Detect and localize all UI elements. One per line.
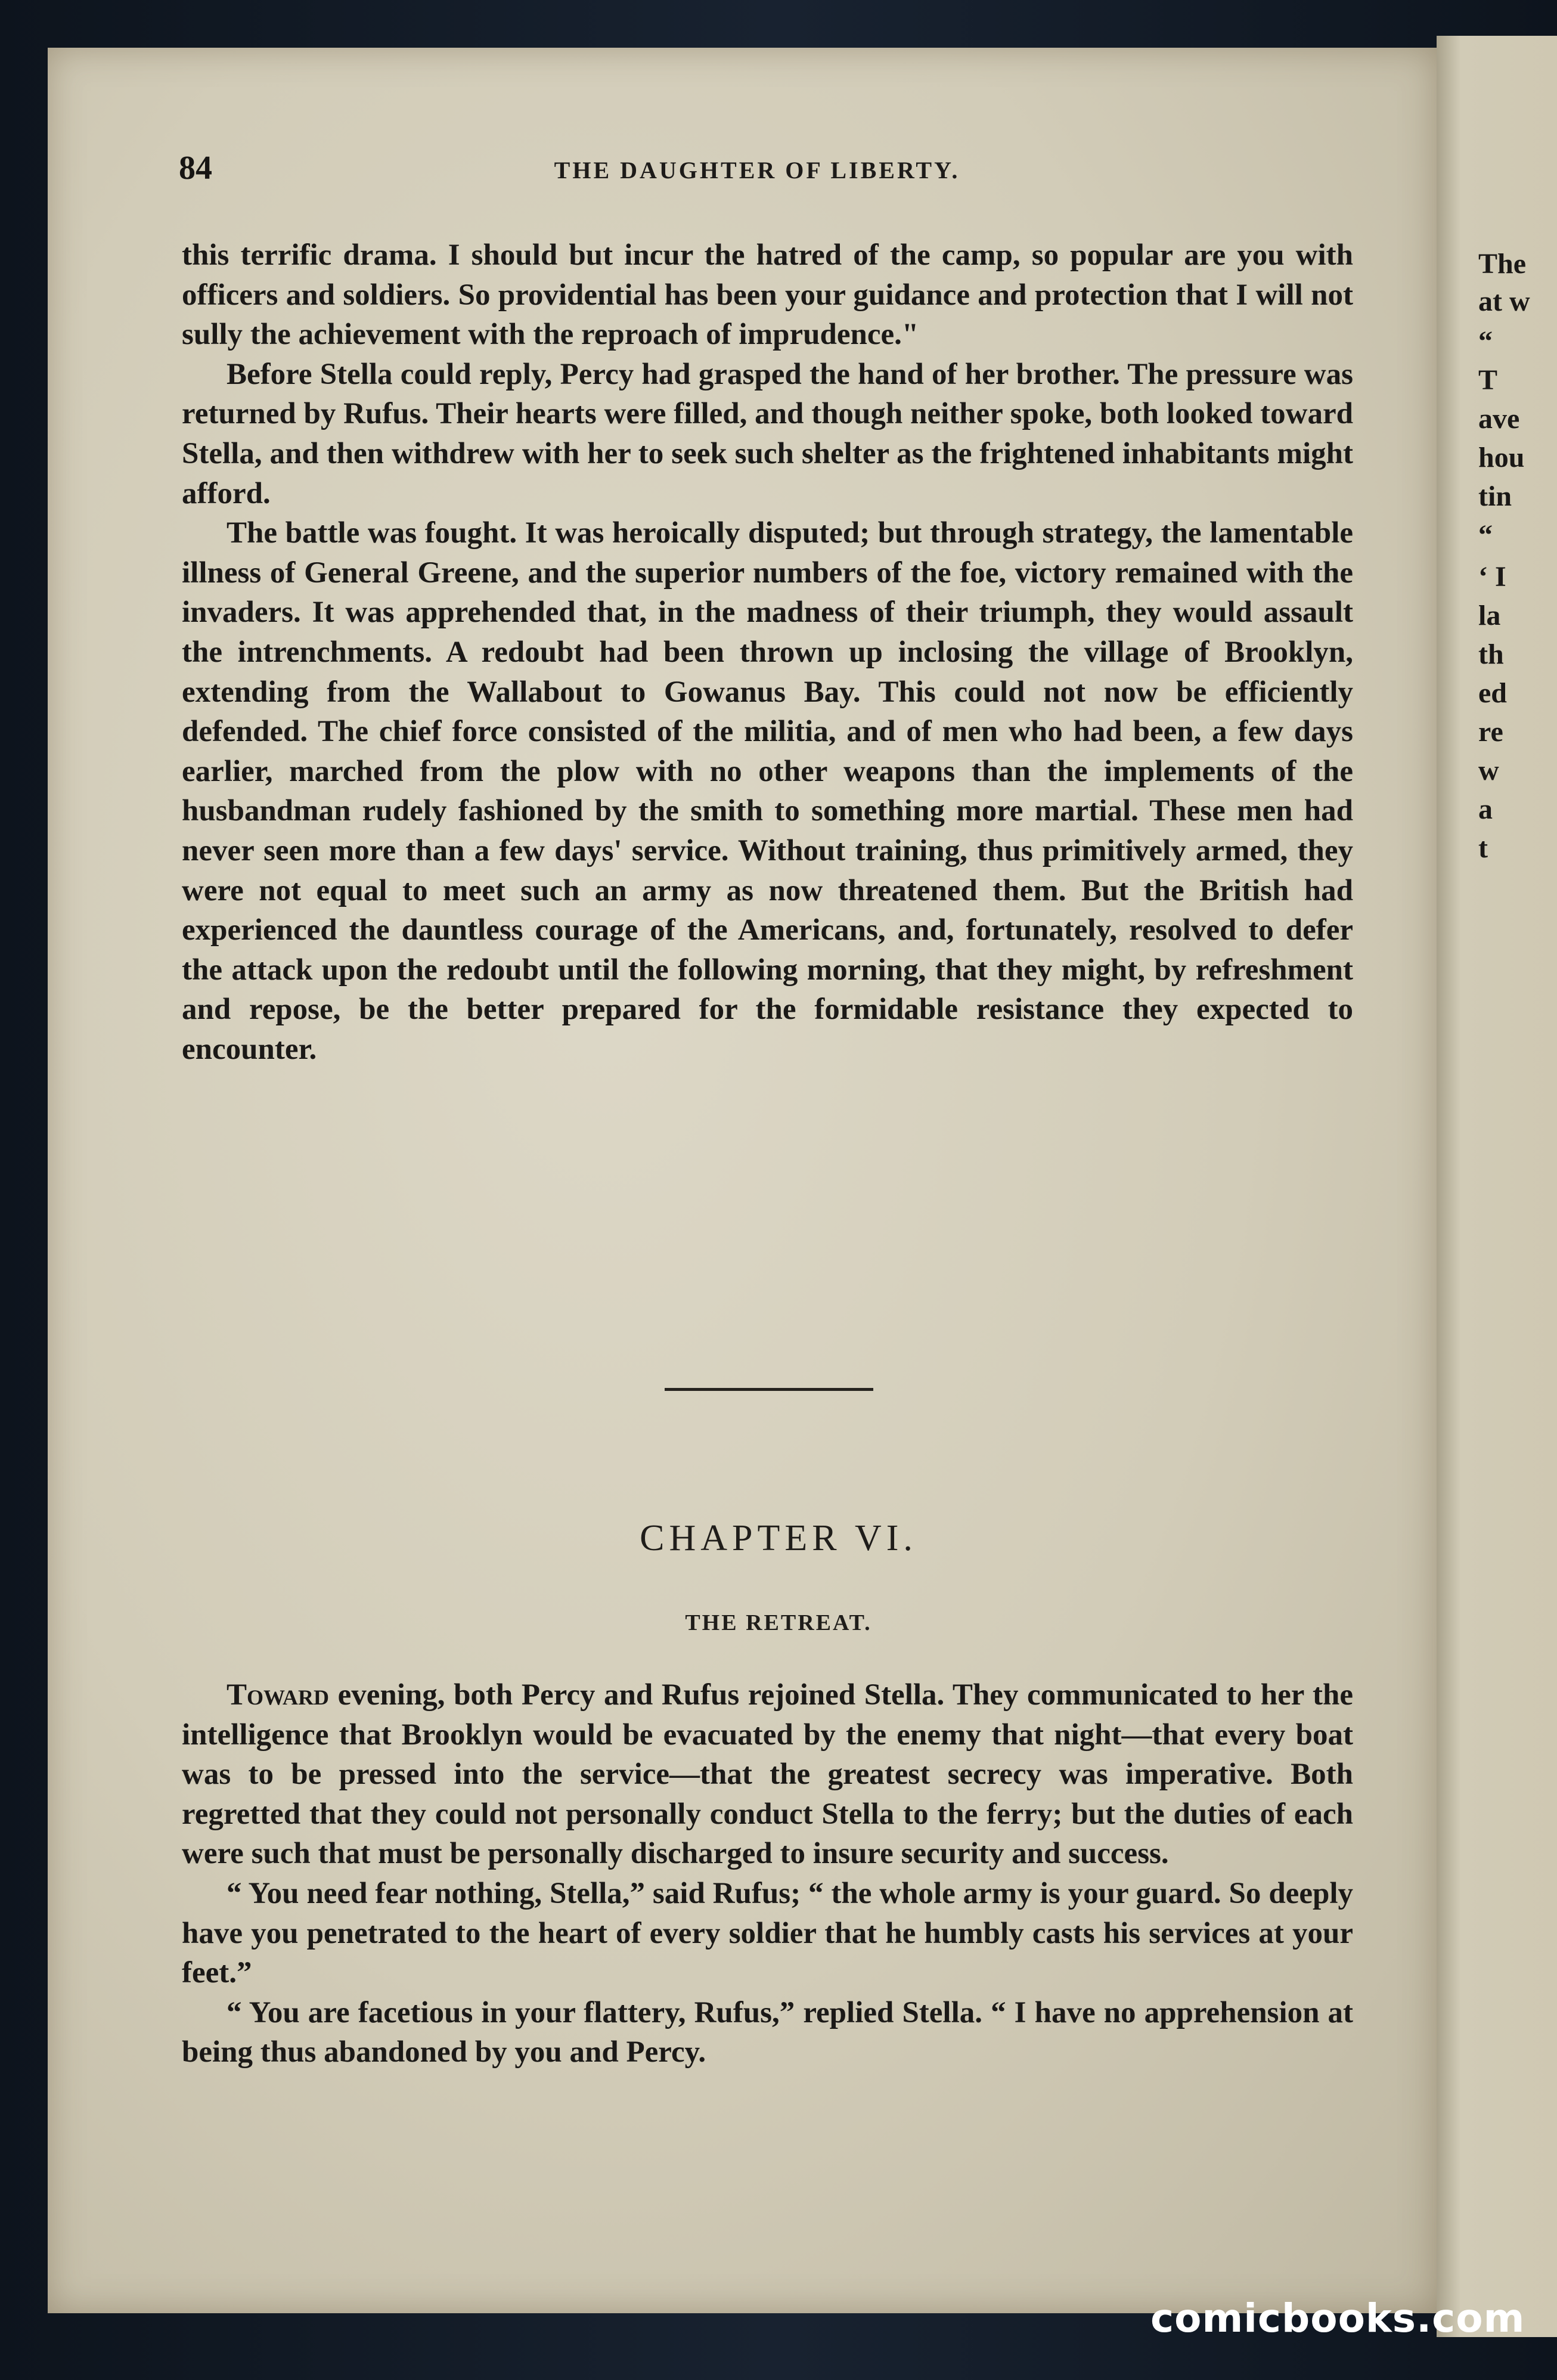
paragraph-text: evening, both Percy and Rufus rejoined Stella. They communicated to her the intelligence that Brooklyn would be evacuated by the enemy that night—that every boat was to be pressed into the service—that the greatest secrecy was imperative. Both regretted that they could not personally conduct Stella to the ferry; but the duties of each were such that must be personally discharged to insure security and success. (182, 1678, 1353, 1871)
text-block-top (182, 235, 1353, 1069)
facing-page-fragment: hou (1478, 442, 1525, 473)
section-divider (665, 1388, 873, 1391)
paragraph (182, 1675, 1353, 1874)
chapter-subtitle: THE RETREAT. (685, 1610, 872, 1635)
facing-page-fragment: re (1478, 716, 1503, 748)
page-header (179, 149, 1335, 191)
facing-page-fragment: ‘ I (1478, 561, 1506, 593)
text-block-bottom (182, 1675, 1353, 2072)
facing-page-fragment: ave (1478, 403, 1520, 435)
paragraph: this terrific drama. I should but incur the hatred of the camp, so popular are you with officers and soldiers. So providential has been your guidance and protection that I will not sully the achievement with the reproach of imprudence." (182, 238, 1353, 352)
facing-page-fragment: The (1478, 248, 1527, 280)
facing-page-fragment: T (1478, 364, 1498, 396)
facing-page-fragment: “ (1478, 326, 1493, 357)
paragraph-lead-word: Toward (227, 1678, 330, 1712)
facing-page-fragment: ed (1478, 677, 1507, 709)
facing-page-fragment: w (1478, 755, 1499, 786)
facing-page-fragment: a (1478, 794, 1493, 825)
paragraph: “ You need fear nothing, Stella,” said Rufus; “ the whole army is your guard. So deeply have you penetrated to the heart of every soldier that he humbly casts his services at your feet.” (182, 1876, 1353, 1990)
watermark: comicbooks.com (1150, 2295, 1525, 2341)
page-number: 84 (179, 150, 212, 187)
paragraph: Before Stella could reply, Percy had grasped the hand of her brother. The pressure was returned by Rufus. Their hearts were filled, and though neither spoke, both looked toward Stella, and then withdrew with her to seek such shelter as the frightened inhabitants might afford. (182, 357, 1353, 510)
paragraph: The battle was fought. It was heroically disputed; but through strategy, the lamentable illness of General Greene, and the superior numbers of the foe, victory remained with the invaders. It was apprehended that, in the madness of their triumph, they would assault the intrenchments. A redoubt had been thrown up inclosing the village of Brooklyn, extending from the Wallabout to Gowanus Bay. This could not now be efficiently defended. The chief force consisted of the militia, and of men who had been, a few days earlier, marched from the plow with no other weapons than the implements of the husbandman rudely fashioned by the smith to something more martial. These men had never seen more than a few days' service. Without training, thus primitively armed, they were not equal to meet such an army as now threatened them. But the British had experienced the dauntless courage of the Americans, and, fortunately, resolved to defer the attack upon the redoubt until the following morning, that they might, by refreshment and repose, be the better prepared for the formidable resistance they expected to encounter. (182, 516, 1353, 1066)
paragraph: “ You are facetious in your flattery, Rufus,” replied Stella. “ I have no apprehension at being thus abandoned by you and Percy. (182, 1995, 1353, 2069)
facing-page-fragment: t (1478, 832, 1488, 864)
facing-page-fragment: at w (1478, 286, 1530, 317)
running-title: THE DAUGHTER OF LIBERTY. (554, 157, 960, 184)
facing-page-fragment: tin (1478, 481, 1512, 512)
facing-page-edge (1437, 36, 1557, 2337)
facing-page-fragment: “ (1478, 519, 1493, 551)
facing-page-fragment: la (1478, 600, 1501, 631)
facing-page-fragment: th (1478, 639, 1504, 670)
chapter-heading: CHAPTER VI. (640, 1518, 917, 1558)
